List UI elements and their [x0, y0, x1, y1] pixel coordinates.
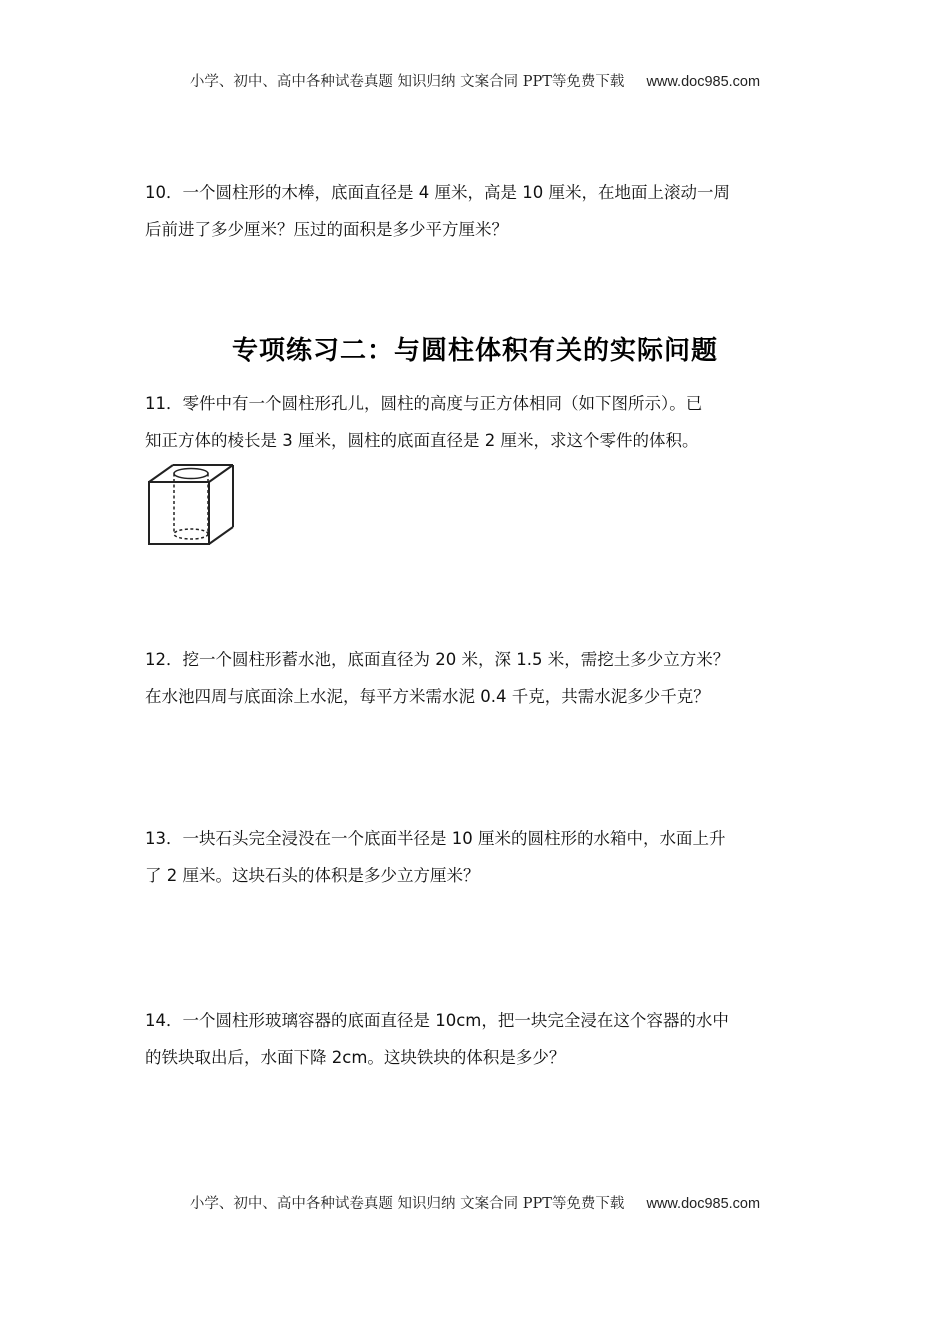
cube-top-right-edge: [209, 465, 233, 482]
cylinder-top-ellipse: [174, 469, 208, 479]
page-header: [0, 70, 950, 91]
page-footer: [0, 1192, 950, 1213]
question-10: [145, 174, 810, 248]
question-12-line-1: 12．挖一个圆柱形蓄水池，底面直径为 20 米，深 1.5 米，需挖土多少立方米？: [145, 650, 730, 669]
section-title: 专项练习二：与圆柱体积有关的实际问题: [231, 336, 718, 366]
question-11: [145, 385, 810, 459]
header-url[interactable]: www.doc985.com: [646, 74, 761, 90]
question-13-line-2: 了 2 厘米。这块石头的体积是多少立方厘米？: [145, 866, 480, 885]
question-13: [145, 820, 810, 894]
question-14-line-2: 的铁块取出后，水面下降 2cm。这块铁块的体积是多少？: [145, 1048, 566, 1067]
cube-with-cylinder-hole-figure: [146, 462, 238, 548]
question-12-line-2: 在水池四周与底面涂上水泥，每平方米需水泥 0.4 千克，共需水泥多少千克？: [145, 687, 710, 706]
question-10-line-1: 10．一个圆柱形的木棒，底面直径是 4 厘米，高是 10 厘米，在地面上滚动一周: [145, 183, 730, 202]
cube-top-left-edge: [149, 465, 173, 482]
footer-text: 小学、初中、高中各种试卷真题 知识归纳 文案合同 PPT等免费下载: [189, 1196, 625, 1212]
question-11-line-1: 11．零件中有一个圆柱形孔儿，圆柱的高度与正方体相同（如下图所示）。已: [145, 394, 703, 413]
question-11-line-2: 知正方体的棱长是 3 厘米，圆柱的底面直径是 2 厘米，求这个零件的体积。: [145, 431, 699, 450]
question-13-line-1: 13．一块石头完全浸没在一个底面半径是 10 厘米的圆柱形的水箱中，水面上升: [145, 829, 726, 848]
question-12: [145, 641, 810, 715]
header-text: 小学、初中、高中各种试卷真题 知识归纳 文案合同 PPT等免费下载: [189, 74, 625, 90]
cylinder-bottom-ellipse: [174, 529, 208, 539]
question-14: [145, 1002, 810, 1076]
footer-url[interactable]: www.doc985.com: [646, 1196, 761, 1212]
question-10-line-2: 后前进了多少厘米？压过的面积是多少平方厘米？: [145, 220, 508, 239]
cube-bottom-right-edge: [209, 527, 233, 544]
cube-front-face: [149, 482, 209, 544]
question-14-line-1: 14．一个圆柱形玻璃容器的底面直径是 10cm，把一块完全浸在这个容器的水中: [145, 1011, 729, 1030]
